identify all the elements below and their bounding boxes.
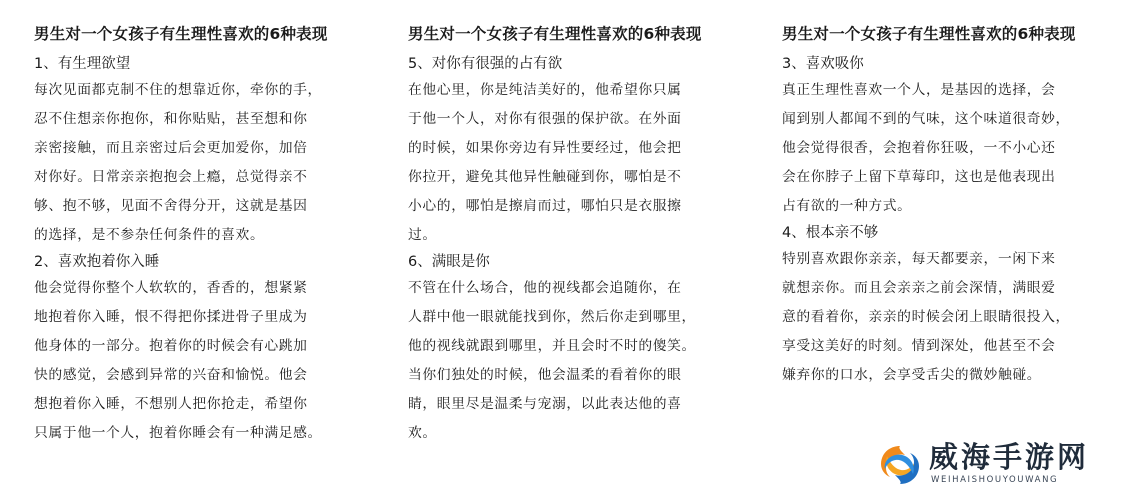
paragraph-line: 每次见面都克制不住的想靠近你，牵你的手， (34, 82, 322, 98)
paragraph-line: 他会觉得你整个人软软的，香香的，想紧紧 (34, 280, 308, 296)
paragraph-line: 欢。 (408, 425, 437, 441)
paragraph-line: 于他一个人，对你有很强的保护欲。在外面 (408, 111, 682, 127)
logo-wordmark: 威海手游网 (929, 440, 1090, 474)
section-4 (782, 221, 1112, 390)
paragraph-line: 闻到别人都闻不到的气味，这个味道很奇妙， (782, 111, 1070, 127)
paragraph-line: 人群中他一眼就能找到你，然后你走到哪里， (408, 309, 696, 325)
section-heading: 4、根本亲不够 (782, 225, 879, 241)
article-column-1 (34, 22, 364, 448)
article-column-2 (408, 22, 738, 448)
logo-subtitle: WEIHAISHOUYOUWANG (931, 475, 1059, 485)
paragraph-line: 对你好。日常亲亲抱抱会上瘾，总觉得亲不 (34, 169, 308, 185)
section-2 (34, 250, 364, 448)
site-logo (877, 438, 1105, 494)
section-6 (408, 250, 738, 448)
paragraph-line: 享受这美好的时刻。情到深处，他甚至不会 (782, 338, 1056, 354)
paragraph-line: 快的感觉，会感到异常的兴奋和愉悦。他会 (34, 367, 308, 383)
paragraph-line: 过。 (408, 227, 437, 243)
column-title: 男生对一个女孩子有生理性喜欢的6种表现 (408, 25, 702, 43)
paragraph-line: 嫌弃你的口水，会享受舌尖的微妙触碰。 (782, 367, 1042, 383)
paragraph-line: 睛，眼里尽是温柔与宠溺，以此表达他的喜 (408, 396, 682, 412)
paragraph-line: 的选择，是不参杂任何条件的喜欢。 (34, 227, 265, 243)
paragraph-line: 占有欲的一种方式。 (782, 198, 912, 214)
section-5 (408, 52, 738, 250)
paragraph-line: 当你们独处的时候，他会温柔的看着你的眼 (408, 367, 682, 383)
paragraph-line: 亲密接触，而且亲密过后会更加爱你，加倍 (34, 140, 308, 156)
section-heading: 3、喜欢吸你 (782, 56, 864, 72)
swirl-logo-icon (877, 442, 923, 488)
article-column-3 (782, 22, 1112, 390)
section-1 (34, 52, 364, 250)
section-heading: 5、对你有很强的占有欲 (408, 56, 563, 72)
paragraph-line: 地抱着你入睡，恨不得把你揉进骨子里成为 (34, 309, 308, 325)
paragraph-line: 他会觉得很香，会抱着你狂吸，一不小心还 (782, 140, 1056, 156)
paragraph-line: 会在你脖子上留下草莓印，这也是他表现出 (782, 169, 1056, 185)
paragraph-line: 想抱着你入睡，不想别人把你抢走，希望你 (34, 396, 308, 412)
paragraph-line: 在他心里，你是纯洁美好的，他希望你只属 (408, 82, 682, 98)
column-title: 男生对一个女孩子有生理性喜欢的6种表现 (34, 25, 328, 43)
section-heading: 2、喜欢抱着你入睡 (34, 254, 160, 270)
paragraph-line: 意的看着你，亲亲的时候会闭上眼睛很投入， (782, 309, 1070, 325)
column-title: 男生对一个女孩子有生理性喜欢的6种表现 (782, 25, 1076, 43)
paragraph-line: 不管在什么场合，他的视线都会追随你，在 (408, 280, 682, 296)
section-heading: 6、满眼是你 (408, 254, 490, 270)
paragraph-line: 你拉开，避免其他异性触碰到你，哪怕是不 (408, 169, 682, 185)
paragraph-line: 他的视线就跟到哪里，并且会时不时的傻笑。 (408, 338, 696, 354)
paragraph-line: 他身体的一部分。抱着你的时候会有心跳加 (34, 338, 308, 354)
paragraph-line: 就想亲你。而且会亲亲之前会深情，满眼爱 (782, 280, 1056, 296)
section-heading: 1、有生理欲望 (34, 56, 131, 72)
paragraph-line: 特别喜欢跟你亲亲，每天都要亲，一闲下来 (782, 251, 1056, 267)
paragraph-line: 的时候，如果你旁边有异性要经过，他会把 (408, 140, 682, 156)
paragraph-line: 小心的，哪怕是擦肩而过，哪怕只是衣服擦 (408, 198, 682, 214)
paragraph-line: 只属于他一个人，抱着你睡会有一种满足感。 (34, 425, 322, 441)
paragraph-line: 够、抱不够，见面不舍得分开，这就是基因 (34, 198, 308, 214)
paragraph-line: 忍不住想亲你抱你，和你贴贴，甚至想和你 (34, 111, 308, 127)
paragraph-line: 真正生理性喜欢一个人，是基因的选择，会 (782, 82, 1056, 98)
section-3 (782, 52, 1112, 221)
